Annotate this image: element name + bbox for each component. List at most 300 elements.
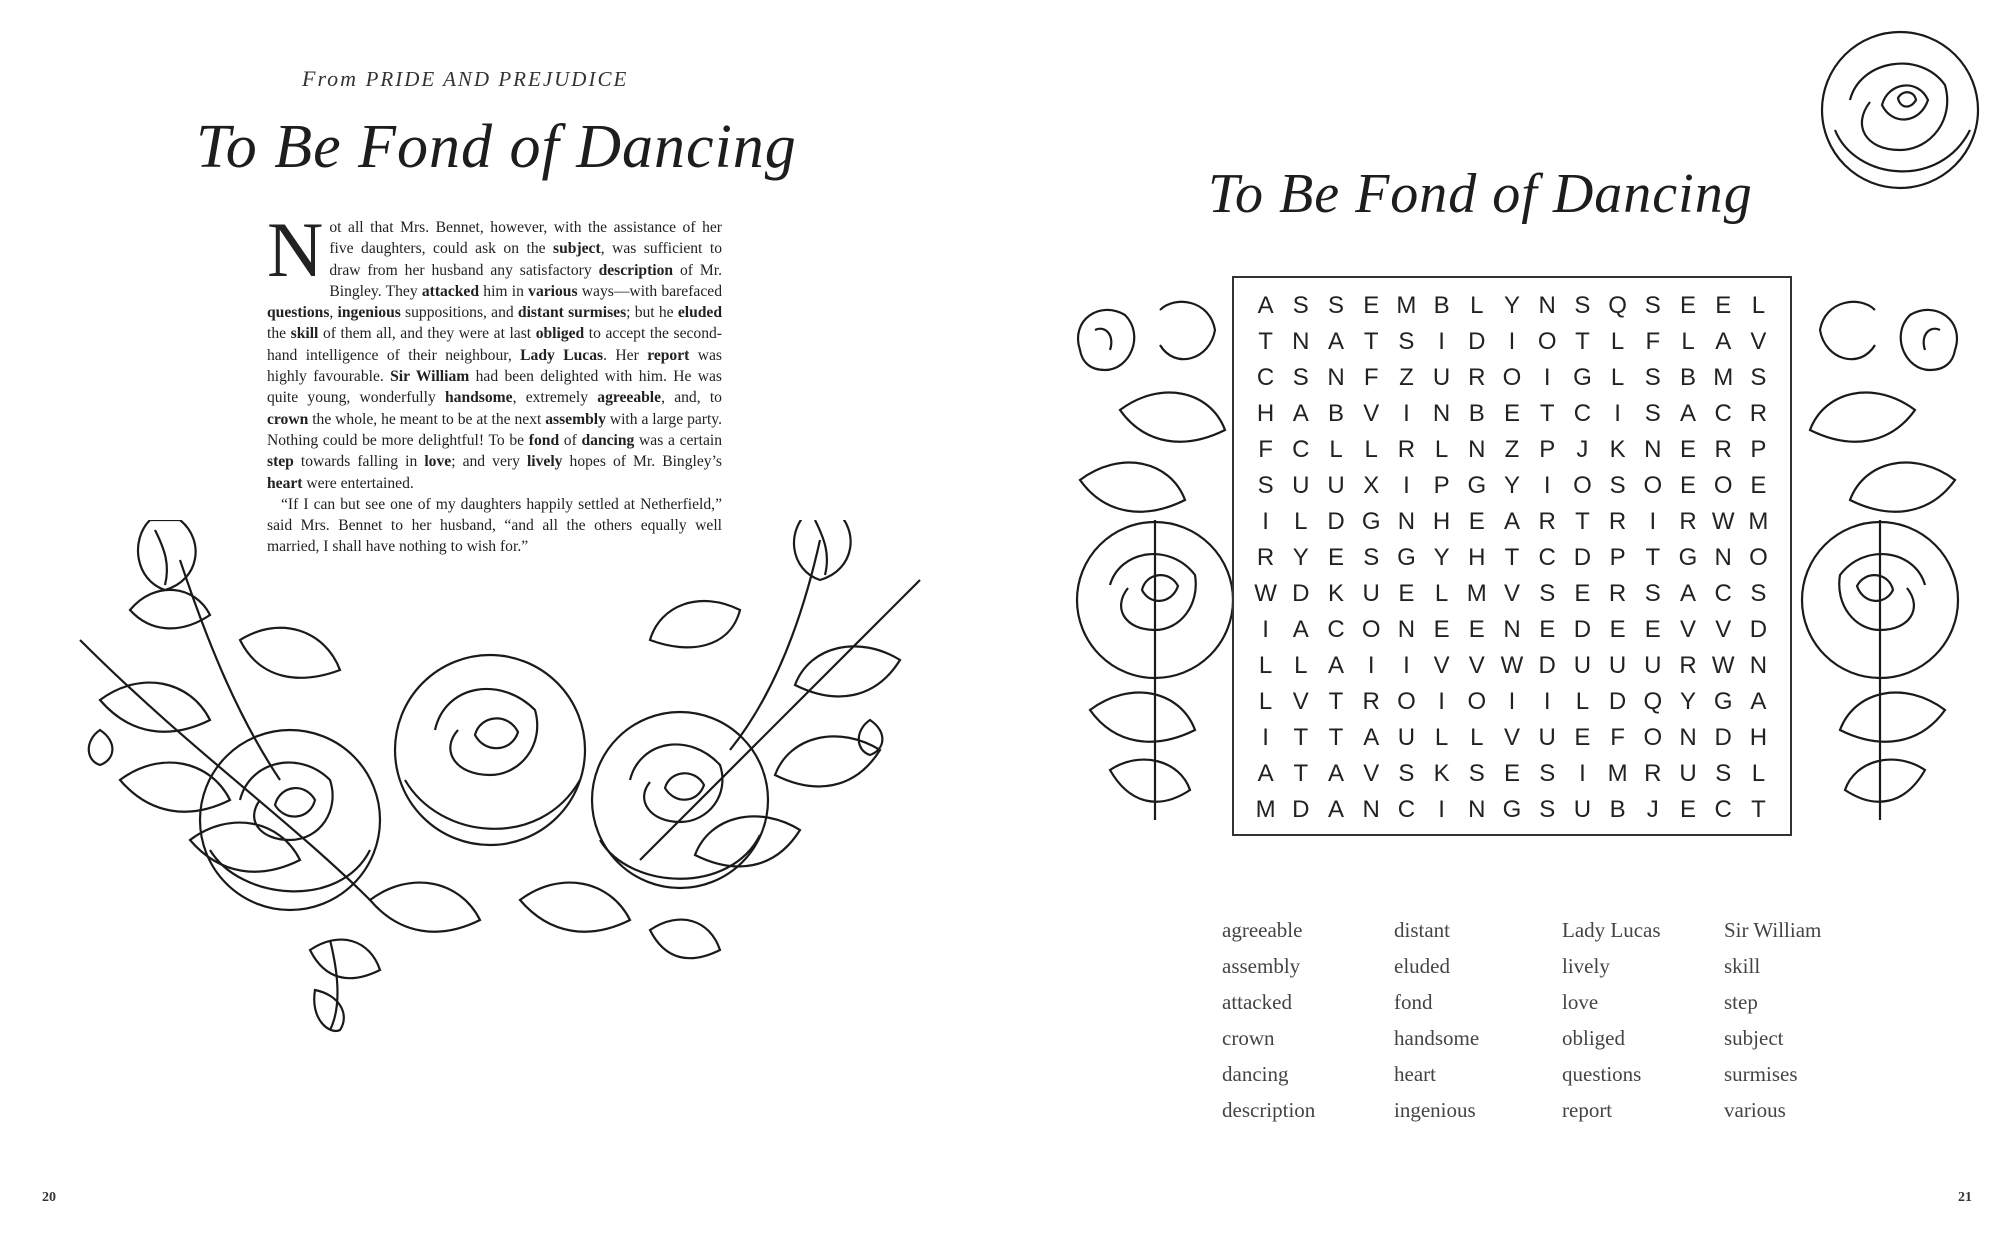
grid-letter[interactable]: D xyxy=(1292,796,1310,823)
passage-text-run: was a certain xyxy=(634,431,722,449)
grid-letter[interactable]: H xyxy=(1468,544,1486,571)
grid-letter[interactable]: G xyxy=(1361,508,1381,535)
grid-letter[interactable]: Q xyxy=(1608,292,1627,319)
grid-letter[interactable]: U xyxy=(1432,364,1451,391)
grid-letter[interactable]: W xyxy=(1500,652,1524,679)
grid-letter[interactable]: I xyxy=(1543,688,1551,715)
keyword: agreeable xyxy=(597,389,662,407)
word-list-item: fond xyxy=(1394,990,1433,1014)
grid-letter[interactable]: S xyxy=(1644,364,1661,391)
word-list-column xyxy=(1394,912,1562,1128)
keyword: dancing xyxy=(581,431,635,449)
grid-letter[interactable]: S xyxy=(1398,328,1415,355)
grid-letter[interactable]: I xyxy=(1614,400,1621,427)
grid-letter[interactable]: E xyxy=(1750,472,1767,499)
grid-letter[interactable]: O xyxy=(1397,688,1416,715)
grid-letter[interactable]: R xyxy=(1749,400,1768,427)
grid-letter[interactable]: E xyxy=(1363,292,1380,319)
passage-text xyxy=(267,206,723,558)
grid-letter[interactable]: Y xyxy=(1433,544,1450,571)
grid-letter[interactable]: Y xyxy=(1503,292,1520,319)
word-list-item: various xyxy=(1724,1098,1786,1122)
grid-letter[interactable]: E xyxy=(1609,616,1626,643)
grid-letter[interactable]: M xyxy=(1396,292,1417,319)
grid-letter[interactable]: O xyxy=(1643,724,1663,751)
passage-text-run: to accept the second-hand intelligence of their neighbour, xyxy=(267,325,722,364)
grid-letter[interactable]: F xyxy=(1610,724,1625,751)
grid-letter[interactable]: G xyxy=(1573,364,1592,391)
keyword: obliged xyxy=(535,325,585,343)
grid-letter[interactable]: W xyxy=(1711,508,1735,535)
grid-letter[interactable]: R xyxy=(1397,436,1416,463)
grid-letter[interactable]: I xyxy=(1403,652,1410,679)
grid-letter[interactable]: R xyxy=(1256,544,1275,571)
grid-letter[interactable]: N xyxy=(1397,616,1416,643)
word-list-item: Sir William xyxy=(1724,918,1822,942)
grid-letter[interactable]: R xyxy=(1362,688,1380,715)
grid-letter[interactable]: C xyxy=(1714,796,1732,823)
grid-letter[interactable]: N xyxy=(1644,436,1662,463)
grid-letter[interactable]: H xyxy=(1432,508,1451,535)
grid-letter[interactable]: V xyxy=(1292,688,1309,715)
grid-letter[interactable]: H xyxy=(1749,724,1768,751)
grid-letter[interactable]: G xyxy=(1397,544,1416,571)
grid-letter[interactable]: N xyxy=(1432,400,1451,427)
passage-text-run: ways—with barefaced xyxy=(577,282,722,300)
grid-letter[interactable]: T xyxy=(1539,400,1555,427)
grid-letter[interactable]: Y xyxy=(1292,544,1309,571)
word-list-item: obliged xyxy=(1562,1026,1625,1050)
passage-text-run: ot all that Mrs. Bennet, however, with the assistance of her five daughters, could ask on the xyxy=(329,219,722,258)
grid-letter[interactable]: A xyxy=(1327,796,1344,823)
keyword: crown xyxy=(267,410,309,428)
grid-letter[interactable]: R xyxy=(1608,508,1627,535)
grid-letter[interactable]: D xyxy=(1714,724,1732,751)
grid-letter[interactable]: F xyxy=(1363,364,1379,391)
grid-letter[interactable]: V xyxy=(1363,400,1380,427)
word-list xyxy=(1222,912,1862,1128)
grid-letter[interactable]: F xyxy=(1258,436,1273,463)
grid-letter[interactable]: R xyxy=(1644,760,1662,787)
grid-letter[interactable]: S xyxy=(1715,760,1732,787)
grid-letter[interactable]: N xyxy=(1327,364,1345,391)
grid-letter[interactable]: T xyxy=(1751,796,1766,823)
grid-letter[interactable]: K xyxy=(1433,760,1450,787)
keyword: ingenious xyxy=(337,304,401,322)
grid-letter[interactable]: M xyxy=(1713,364,1734,391)
grid-letter[interactable]: B xyxy=(1679,364,1696,391)
grid-letter[interactable]: Z xyxy=(1399,364,1414,391)
grid-letter[interactable]: A xyxy=(1679,580,1696,607)
page-number-right: 21 xyxy=(1958,1190,1972,1205)
grid-letter[interactable]: G xyxy=(1467,472,1487,499)
grid-letter[interactable]: E xyxy=(1679,436,1696,463)
grid-letter[interactable]: L xyxy=(1434,436,1449,463)
grid-letter[interactable]: V xyxy=(1679,616,1696,643)
grid-letter[interactable]: N xyxy=(1714,544,1732,571)
grid-letter[interactable]: S xyxy=(1539,796,1556,823)
corner-rose-illustration xyxy=(1810,20,1990,200)
source-title: PRIDE AND PREJUDICE xyxy=(365,67,629,91)
grid-letter[interactable]: B xyxy=(1468,400,1485,427)
grid-letter[interactable]: A xyxy=(1257,292,1274,319)
grid-letter[interactable]: U xyxy=(1362,580,1380,607)
grid-letter[interactable]: R xyxy=(1714,436,1732,463)
passage-text-run: had been delighted with him. He was quite young, wonderfully xyxy=(267,368,722,407)
passage-text-run: , extremely xyxy=(512,389,598,407)
word-list-item: handsome xyxy=(1394,1026,1480,1050)
grid-letter[interactable]: R xyxy=(1679,652,1697,679)
grid-letter[interactable]: C xyxy=(1573,400,1592,427)
grid-letter[interactable]: N xyxy=(1362,796,1380,823)
grid-letter[interactable]: T xyxy=(1293,760,1309,787)
word-list-column xyxy=(1222,912,1394,1128)
grid-letter[interactable]: V xyxy=(1363,760,1380,787)
grid-letter[interactable]: U xyxy=(1327,472,1345,499)
grid-letter[interactable]: O xyxy=(1537,328,1557,355)
grid-letter[interactable]: T xyxy=(1363,328,1379,355)
grid-letter[interactable]: N xyxy=(1679,724,1697,751)
word-search-grid[interactable] xyxy=(1232,276,1792,836)
word-list-item: step xyxy=(1724,990,1758,1014)
grid-letter[interactable]: O xyxy=(1361,616,1381,643)
grid-letter[interactable]: B xyxy=(1433,292,1450,319)
left-page-title: To Be Fond of Dancing xyxy=(196,113,797,181)
grid-letter[interactable]: U xyxy=(1679,760,1697,787)
passage-text-run: , xyxy=(329,304,338,322)
grid-letter[interactable]: N xyxy=(1468,436,1486,463)
left-rose-cluster-illustration xyxy=(1060,290,1235,830)
grid-letter[interactable]: M xyxy=(1466,580,1487,607)
grid-letter[interactable]: O xyxy=(1573,472,1592,499)
grid-letter[interactable]: V xyxy=(1468,652,1485,679)
grid-letter[interactable]: V xyxy=(1503,580,1520,607)
grid-letter[interactable]: S xyxy=(1644,292,1661,319)
grid-letter[interactable]: K xyxy=(1327,580,1344,607)
grid-letter[interactable]: G xyxy=(1713,688,1733,715)
passage-text-run: of xyxy=(559,431,582,449)
word-list-item: attacked xyxy=(1222,990,1292,1014)
grid-letter[interactable]: E xyxy=(1574,580,1591,607)
passage-text-run: of Mr. Bingley. They xyxy=(329,261,722,300)
grid-letter[interactable]: I xyxy=(1508,688,1516,715)
passage-text-run: the xyxy=(267,325,291,343)
grid-letter[interactable]: E xyxy=(1679,796,1696,823)
grid-letter[interactable]: L xyxy=(1434,580,1449,607)
grid-letter[interactable]: A xyxy=(1503,508,1520,535)
grid-letter[interactable]: I xyxy=(1403,400,1410,427)
grid-letter[interactable]: U xyxy=(1608,652,1627,679)
grid-letter[interactable]: C xyxy=(1397,796,1416,823)
grid-letter[interactable]: E xyxy=(1715,292,1732,319)
grid-letter[interactable]: C xyxy=(1714,580,1732,607)
grid-letter[interactable]: E xyxy=(1644,616,1661,643)
source-line xyxy=(302,66,722,92)
grid-letter[interactable]: U xyxy=(1573,652,1592,679)
grid-letter[interactable]: D xyxy=(1538,652,1556,679)
right-page-title: To Be Fond of Dancing xyxy=(1208,163,1753,225)
grid-letter[interactable]: A xyxy=(1715,328,1732,355)
grid-letter[interactable]: E xyxy=(1503,760,1520,787)
grid-letter[interactable]: Y xyxy=(1679,688,1696,715)
grid-letter[interactable]: T xyxy=(1328,724,1344,751)
grid-letter[interactable]: E xyxy=(1539,616,1556,643)
grid-letter[interactable]: E xyxy=(1574,724,1591,751)
grid-letter[interactable]: L xyxy=(1434,724,1449,751)
grid-letter[interactable]: P xyxy=(1433,472,1450,499)
grid-letter[interactable]: G xyxy=(1502,796,1522,823)
grid-letter[interactable]: G xyxy=(1678,544,1698,571)
passage-text-run: the whole, he meant to be at the next xyxy=(308,410,546,428)
grid-letter[interactable]: V xyxy=(1750,328,1767,355)
rose-garland-illustration xyxy=(40,520,960,1040)
grid-letter[interactable]: L xyxy=(1470,724,1484,751)
grid-letter[interactable]: U xyxy=(1397,724,1416,751)
keyword: distant xyxy=(517,304,564,322)
grid-letter[interactable]: M xyxy=(1255,796,1276,823)
grid-letter[interactable]: O xyxy=(1749,544,1768,571)
word-list-item: report xyxy=(1562,1098,1613,1122)
grid-letter[interactable]: I xyxy=(1438,796,1445,823)
grid-letter[interactable]: S xyxy=(1644,580,1661,607)
grid-letter[interactable]: V xyxy=(1715,616,1732,643)
word-list-item: distant xyxy=(1394,918,1450,942)
grid-letter[interactable]: E xyxy=(1398,580,1415,607)
grid-letter[interactable]: U xyxy=(1644,652,1662,679)
grid-letter[interactable]: C xyxy=(1292,436,1310,463)
grid-letter[interactable]: J xyxy=(1646,796,1659,823)
passage-text-run: . Her xyxy=(603,346,648,364)
grid-letter[interactable]: D xyxy=(1468,328,1486,355)
grid-letter[interactable]: A xyxy=(1327,652,1344,679)
grid-letter[interactable]: T xyxy=(1328,688,1344,715)
grid-letter[interactable]: D xyxy=(1573,544,1592,571)
word-list-item: dancing xyxy=(1222,1062,1289,1086)
grid-letter[interactable]: X xyxy=(1363,472,1380,499)
word-list-item: assembly xyxy=(1222,954,1301,978)
grid-letter[interactable]: T xyxy=(1645,544,1661,571)
keyword: assembly xyxy=(545,410,606,428)
grid-letter[interactable]: L xyxy=(1294,508,1308,535)
grid-letter[interactable]: L xyxy=(1470,292,1484,319)
grid-letter[interactable]: P xyxy=(1609,544,1626,571)
grid-letter[interactable]: E xyxy=(1468,508,1485,535)
grid-letter[interactable]: A xyxy=(1292,616,1309,643)
grid-letter[interactable]: S xyxy=(1468,760,1485,787)
grid-letter[interactable]: O xyxy=(1467,688,1487,715)
source-prefix: From xyxy=(302,66,359,91)
keyword: subject xyxy=(553,240,601,258)
passage-paragraph-1 xyxy=(267,206,723,494)
grid-letter[interactable]: B xyxy=(1327,400,1344,427)
grid-letter[interactable]: O xyxy=(1502,364,1522,391)
page-number-left: 20 xyxy=(42,1190,56,1205)
grid-letter[interactable]: L xyxy=(1610,364,1625,391)
grid-letter[interactable]: L xyxy=(1329,436,1343,463)
grid-letter[interactable]: E xyxy=(1327,544,1344,571)
grid-letter[interactable]: C xyxy=(1714,400,1732,427)
drop-cap: N xyxy=(267,206,324,293)
grid-letter[interactable]: Y xyxy=(1503,472,1520,499)
grid-letter[interactable]: C xyxy=(1256,364,1275,391)
grid-letter[interactable]: E xyxy=(1503,400,1520,427)
grid-letter[interactable]: I xyxy=(1262,724,1269,751)
grid-letter[interactable]: I xyxy=(1367,652,1375,679)
grid-letter[interactable]: O xyxy=(1643,472,1663,499)
passage-text-run: , was sufficient to draw from her husband any satisfactory xyxy=(329,240,722,279)
keyword: handsome xyxy=(444,389,513,407)
grid-letter[interactable]: L xyxy=(1294,652,1308,679)
grid-letter[interactable]: D xyxy=(1327,508,1345,535)
grid-letter[interactable]: O xyxy=(1713,472,1733,499)
grid-letter[interactable]: L xyxy=(1751,760,1766,787)
grid-letter[interactable]: S xyxy=(1539,580,1556,607)
grid-letter[interactable]: N xyxy=(1292,328,1310,355)
grid-letter[interactable]: N xyxy=(1397,508,1416,535)
grid-letter[interactable]: A xyxy=(1363,724,1380,751)
grid-letter[interactable]: S xyxy=(1363,544,1380,571)
grid-letter[interactable]: I xyxy=(1543,472,1551,499)
grid-letter[interactable]: L xyxy=(1751,292,1766,319)
grid-letter[interactable]: I xyxy=(1543,364,1551,391)
grid-letter[interactable]: V xyxy=(1433,652,1450,679)
grid-letter[interactable]: A xyxy=(1257,760,1274,787)
passage-paragraph-2: “If I can but see one of my daughters happily settled at Netherfield,” said Mrs. Bennet to her husband, “and all the others equally well married, I shall have nothing to wish for.” xyxy=(267,495,722,556)
passage-text-run: , and, to xyxy=(661,389,722,407)
grid-letter[interactable]: I xyxy=(1649,508,1657,535)
grid-letter[interactable]: L xyxy=(1575,688,1590,715)
grid-letter[interactable]: D xyxy=(1573,616,1592,643)
grid-letter[interactable]: T xyxy=(1575,508,1590,535)
grid-letter[interactable]: R xyxy=(1468,364,1486,391)
word-list-item: questions xyxy=(1562,1062,1642,1086)
grid-letter[interactable]: R xyxy=(1538,508,1556,535)
grid-letter[interactable]: D xyxy=(1608,688,1627,715)
grid-letter[interactable]: M xyxy=(1748,508,1769,535)
grid-letter[interactable]: N xyxy=(1503,616,1521,643)
grid-letter[interactable]: I xyxy=(1438,328,1445,355)
grid-letter[interactable]: S xyxy=(1539,760,1556,787)
keyword: love xyxy=(424,453,452,471)
word-list-item: ingenious xyxy=(1394,1098,1476,1122)
grid-letter[interactable]: K xyxy=(1609,436,1626,463)
grid-letter[interactable]: L xyxy=(1258,652,1273,679)
grid-letter[interactable]: T xyxy=(1575,328,1590,355)
grid-letter[interactable]: E xyxy=(1468,616,1485,643)
word-list-item: surmises xyxy=(1724,1062,1798,1086)
grid-letter[interactable]: Q xyxy=(1643,688,1663,715)
grid-letter[interactable]: I xyxy=(1579,760,1586,787)
grid-letter[interactable]: F xyxy=(1645,328,1661,355)
word-list-item: subject xyxy=(1724,1026,1784,1050)
right-page xyxy=(1000,0,2000,1236)
grid-letter[interactable]: A xyxy=(1327,328,1344,355)
grid-letter[interactable]: S xyxy=(1644,400,1661,427)
passage-text-run: him in xyxy=(479,282,529,300)
word-list-item: love xyxy=(1562,990,1599,1014)
grid-letter[interactable]: P xyxy=(1750,436,1767,463)
word-list-item: agreeable xyxy=(1222,918,1303,942)
grid-letter[interactable]: C xyxy=(1327,616,1345,643)
grid-letter[interactable]: R xyxy=(1608,580,1627,607)
passage-text-run: hopes of Mr. Bingley’s xyxy=(562,453,722,471)
grid-letter[interactable]: N xyxy=(1538,292,1556,319)
grid-letter[interactable]: V xyxy=(1503,724,1520,751)
grid-letter[interactable]: S xyxy=(1327,292,1344,319)
passage-text-run: ; and very xyxy=(451,453,527,471)
keyword: surmises xyxy=(568,304,627,322)
grid-letter[interactable]: S xyxy=(1398,760,1415,787)
grid-letter[interactable]: I xyxy=(1438,688,1445,715)
keyword: report xyxy=(647,346,690,364)
grid-letter[interactable]: I xyxy=(1508,328,1516,355)
grid-letter[interactable]: E xyxy=(1679,292,1696,319)
grid-letter[interactable]: L xyxy=(1681,328,1695,355)
grid-letter[interactable]: A xyxy=(1750,688,1767,715)
grid-letter[interactable]: W xyxy=(1254,580,1277,607)
grid-letter[interactable]: N xyxy=(1749,652,1768,679)
grid-letter[interactable]: U xyxy=(1538,724,1556,751)
grid-letter[interactable]: M xyxy=(1607,760,1628,787)
grid-letter[interactable]: T xyxy=(1504,544,1520,571)
passage-text-run: towards falling in xyxy=(293,453,425,471)
grid-letter[interactable]: I xyxy=(1262,616,1269,643)
grid-letter[interactable]: L xyxy=(1258,688,1273,715)
grid-letter[interactable]: H xyxy=(1256,400,1275,427)
grid-letter[interactable]: I xyxy=(1262,508,1269,535)
grid-letter[interactable]: S xyxy=(1574,292,1591,319)
keyword: Sir William xyxy=(390,368,470,386)
keyword: fond xyxy=(528,431,560,449)
grid-letter[interactable]: A xyxy=(1292,400,1309,427)
passage-text-run: were entertained. xyxy=(302,474,414,492)
grid-letter[interactable]: D xyxy=(1749,616,1768,643)
grid-letter[interactable]: A xyxy=(1327,760,1344,787)
grid-letter[interactable]: I xyxy=(1403,472,1410,499)
grid-letter[interactable]: U xyxy=(1292,472,1310,499)
grid-letter[interactable]: S xyxy=(1292,292,1309,319)
grid-letter[interactable]: T xyxy=(1293,724,1309,751)
grid-letter[interactable]: E xyxy=(1433,616,1450,643)
grid-letter[interactable]: S xyxy=(1257,472,1274,499)
grid-letter[interactable]: L xyxy=(1364,436,1378,463)
grid-letter[interactable]: E xyxy=(1679,472,1696,499)
grid-letter[interactable]: N xyxy=(1468,796,1486,823)
grid-letter[interactable]: U xyxy=(1573,796,1592,823)
grid-letter[interactable]: C xyxy=(1538,544,1556,571)
grid-letter[interactable]: S xyxy=(1292,364,1309,391)
grid-letter[interactable]: T xyxy=(1258,328,1273,355)
right-rose-cluster-illustration xyxy=(1800,290,1975,830)
grid-letter[interactable]: P xyxy=(1539,436,1556,463)
keyword: various xyxy=(528,282,578,300)
grid-letter[interactable]: Z xyxy=(1504,436,1520,463)
word-list-item: description xyxy=(1222,1098,1316,1122)
grid-letter[interactable]: W xyxy=(1711,652,1735,679)
grid-letter[interactable]: B xyxy=(1609,796,1626,823)
grid-letter[interactable]: S xyxy=(1750,580,1767,607)
keyword: step xyxy=(267,453,294,471)
grid-letter[interactable]: S xyxy=(1609,472,1626,499)
keyword: eluded xyxy=(677,304,723,322)
grid-letter[interactable]: S xyxy=(1750,364,1767,391)
grid-letter[interactable]: A xyxy=(1679,400,1696,427)
word-list-item: skill xyxy=(1724,954,1761,978)
grid-letter[interactable]: L xyxy=(1610,328,1625,355)
grid-letter[interactable]: R xyxy=(1679,508,1697,535)
grid-letter[interactable]: J xyxy=(1576,436,1589,463)
grid-letter[interactable]: D xyxy=(1292,580,1310,607)
